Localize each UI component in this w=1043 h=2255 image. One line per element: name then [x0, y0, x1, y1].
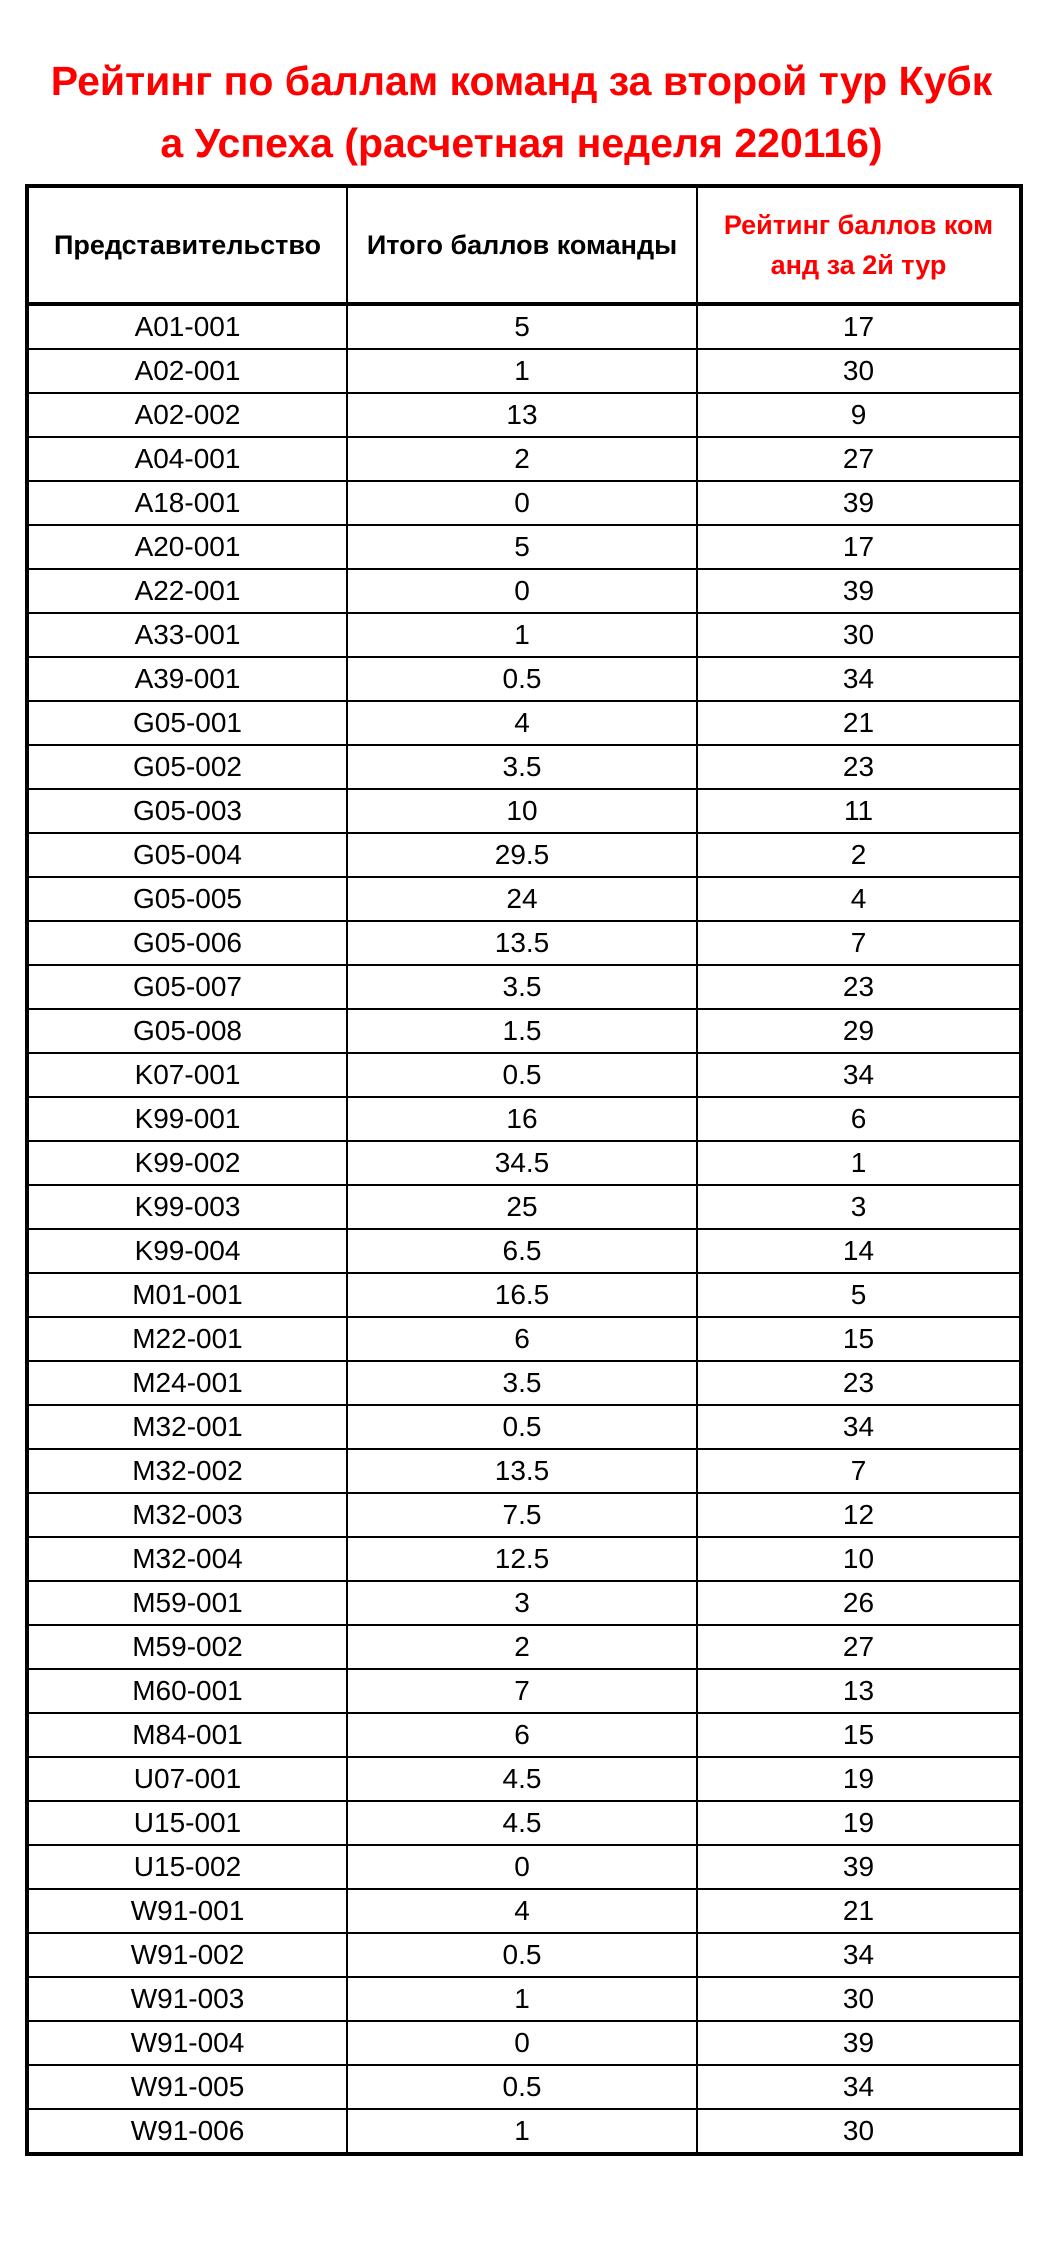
total-points-cell: 13.5 — [347, 921, 697, 965]
page-title-line-2: а Успеха (расчетная неделя 220116) — [160, 120, 883, 166]
rating-cell: 13 — [697, 1669, 1021, 1713]
table-row — [27, 833, 1021, 877]
total-points-cell: 3.5 — [347, 745, 697, 789]
office-cell: K99-002 — [27, 1141, 347, 1185]
office-cell: U07-001 — [27, 1757, 347, 1801]
total-points-cell: 4.5 — [347, 1801, 697, 1845]
office-cell: M24-001 — [27, 1361, 347, 1405]
table-row — [27, 1493, 1021, 1537]
table-row — [27, 349, 1021, 393]
rating-cell: 39 — [697, 2021, 1021, 2065]
table-row — [27, 1537, 1021, 1581]
rating-cell: 21 — [697, 701, 1021, 745]
office-cell: G05-007 — [27, 965, 347, 1009]
total-points-cell: 7 — [347, 1669, 697, 1713]
total-points-cell: 13 — [347, 393, 697, 437]
table-row — [27, 1317, 1021, 1361]
rating-cell: 21 — [697, 1889, 1021, 1933]
rating-cell: 26 — [697, 1581, 1021, 1625]
office-cell: G05-003 — [27, 789, 347, 833]
office-cell: A04-001 — [27, 437, 347, 481]
rating-cell: 34 — [697, 2065, 1021, 2109]
rating-cell: 29 — [697, 1009, 1021, 1053]
office-cell: M32-001 — [27, 1405, 347, 1449]
rating-cell: 23 — [697, 745, 1021, 789]
total-points-cell: 12.5 — [347, 1537, 697, 1581]
header-round-rating — [697, 186, 1021, 304]
table-row — [27, 1889, 1021, 1933]
office-cell: M32-003 — [27, 1493, 347, 1537]
table-row — [27, 1405, 1021, 1449]
table-row — [27, 789, 1021, 833]
header-total-points: Итого баллов команды — [347, 186, 697, 304]
table-row — [27, 877, 1021, 921]
total-points-cell: 4 — [347, 1889, 697, 1933]
table-header — [27, 186, 1021, 304]
total-points-cell: 1 — [347, 349, 697, 393]
rating-cell: 11 — [697, 789, 1021, 833]
office-cell: W91-004 — [27, 2021, 347, 2065]
office-cell: K99-003 — [27, 1185, 347, 1229]
total-points-cell: 0 — [347, 569, 697, 613]
table-row — [27, 1053, 1021, 1097]
rating-cell: 7 — [697, 921, 1021, 965]
office-cell: W91-002 — [27, 1933, 347, 1977]
table-row — [27, 2109, 1021, 2154]
total-points-cell: 3.5 — [347, 1361, 697, 1405]
table-row — [27, 1801, 1021, 1845]
total-points-cell: 0.5 — [347, 657, 697, 701]
rating-cell: 17 — [697, 304, 1021, 349]
table-row — [27, 1845, 1021, 1889]
total-points-cell: 10 — [347, 789, 697, 833]
office-cell: M59-002 — [27, 1625, 347, 1669]
total-points-cell: 1 — [347, 1977, 697, 2021]
total-points-cell: 16.5 — [347, 1273, 697, 1317]
rating-cell: 30 — [697, 2109, 1021, 2154]
total-points-cell: 6 — [347, 1317, 697, 1361]
table-row — [27, 569, 1021, 613]
rating-cell: 10 — [697, 1537, 1021, 1581]
office-cell: M32-004 — [27, 1537, 347, 1581]
office-cell: A02-001 — [27, 349, 347, 393]
office-cell: A33-001 — [27, 613, 347, 657]
table-row — [27, 1229, 1021, 1273]
rating-cell: 15 — [697, 1713, 1021, 1757]
header-round-rating-line-1: Рейтинг баллов ком — [723, 210, 994, 240]
total-points-cell: 0 — [347, 2021, 697, 2065]
rating-cell: 34 — [697, 1405, 1021, 1449]
rating-cell: 27 — [697, 437, 1021, 481]
total-points-cell: 3 — [347, 1581, 697, 1625]
rating-cell: 39 — [697, 569, 1021, 613]
office-cell: M60-001 — [27, 1669, 347, 1713]
table-row — [27, 1097, 1021, 1141]
rating-cell: 39 — [697, 1845, 1021, 1889]
rating-cell: 30 — [697, 349, 1021, 393]
table-row — [27, 965, 1021, 1009]
office-cell: G05-005 — [27, 877, 347, 921]
table-row — [27, 657, 1021, 701]
table-row — [27, 2065, 1021, 2109]
table-row — [27, 437, 1021, 481]
total-points-cell: 1.5 — [347, 1009, 697, 1053]
office-cell: U15-001 — [27, 1801, 347, 1845]
total-points-cell: 0.5 — [347, 1933, 697, 1977]
table-row — [27, 1977, 1021, 2021]
rating-cell: 19 — [697, 1801, 1021, 1845]
total-points-cell: 6.5 — [347, 1229, 697, 1273]
office-cell: A02-002 — [27, 393, 347, 437]
office-cell: G05-001 — [27, 701, 347, 745]
rating-cell: 2 — [697, 833, 1021, 877]
table-row — [27, 613, 1021, 657]
table-row — [27, 1185, 1021, 1229]
header-office: Представительство — [27, 186, 347, 304]
rating-cell: 4 — [697, 877, 1021, 921]
total-points-cell: 29.5 — [347, 833, 697, 877]
total-points-cell: 25 — [347, 1185, 697, 1229]
office-cell: M59-001 — [27, 1581, 347, 1625]
total-points-cell: 2 — [347, 437, 697, 481]
total-points-cell: 34.5 — [347, 1141, 697, 1185]
office-cell: M22-001 — [27, 1317, 347, 1361]
rating-cell: 19 — [697, 1757, 1021, 1801]
office-cell: M84-001 — [27, 1713, 347, 1757]
table-row — [27, 1141, 1021, 1185]
total-points-cell: 4 — [347, 701, 697, 745]
table-row — [27, 1757, 1021, 1801]
rating-cell: 3 — [697, 1185, 1021, 1229]
page-title-line-1: Рейтинг по баллам команд за второй тур Кубк — [50, 58, 993, 104]
page-title — [20, 50, 1023, 174]
total-points-cell: 16 — [347, 1097, 697, 1141]
office-cell: G05-004 — [27, 833, 347, 877]
table-row — [27, 1581, 1021, 1625]
total-points-cell: 0.5 — [347, 1405, 697, 1449]
table-row — [27, 481, 1021, 525]
rating-cell: 23 — [697, 965, 1021, 1009]
total-points-cell: 0.5 — [347, 1053, 697, 1097]
rating-cell: 34 — [697, 1933, 1021, 1977]
table-row — [27, 1009, 1021, 1053]
table-body — [27, 304, 1021, 2154]
total-points-cell: 1 — [347, 613, 697, 657]
office-cell: W91-006 — [27, 2109, 347, 2154]
total-points-cell: 0.5 — [347, 2065, 697, 2109]
total-points-cell: 3.5 — [347, 965, 697, 1009]
rating-cell: 27 — [697, 1625, 1021, 1669]
office-cell: A39-001 — [27, 657, 347, 701]
rating-cell: 9 — [697, 393, 1021, 437]
table-row — [27, 2021, 1021, 2065]
rating-cell: 34 — [697, 657, 1021, 701]
rating-cell: 30 — [697, 1977, 1021, 2021]
total-points-cell: 1 — [347, 2109, 697, 2154]
rating-cell: 39 — [697, 481, 1021, 525]
rating-cell: 6 — [697, 1097, 1021, 1141]
table-row — [27, 1669, 1021, 1713]
table-row — [27, 1361, 1021, 1405]
table-row — [27, 525, 1021, 569]
rating-cell: 15 — [697, 1317, 1021, 1361]
total-points-cell: 7.5 — [347, 1493, 697, 1537]
office-cell: A22-001 — [27, 569, 347, 613]
table-row — [27, 304, 1021, 349]
total-points-cell: 2 — [347, 1625, 697, 1669]
office-cell: W91-001 — [27, 1889, 347, 1933]
office-cell: W91-005 — [27, 2065, 347, 2109]
table-row — [27, 745, 1021, 789]
total-points-cell: 0 — [347, 481, 697, 525]
total-points-cell: 13.5 — [347, 1449, 697, 1493]
table-row — [27, 1273, 1021, 1317]
office-cell: G05-008 — [27, 1009, 347, 1053]
rating-cell: 34 — [697, 1053, 1021, 1097]
header-row — [27, 186, 1021, 304]
rating-cell: 30 — [697, 613, 1021, 657]
header-round-rating-line-2: анд за 2й тур — [770, 250, 947, 280]
table-row — [27, 393, 1021, 437]
rating-cell: 7 — [697, 1449, 1021, 1493]
rating-cell: 1 — [697, 1141, 1021, 1185]
office-cell: K99-001 — [27, 1097, 347, 1141]
total-points-cell: 0 — [347, 1845, 697, 1889]
rating-table — [25, 184, 1023, 2156]
rating-cell: 5 — [697, 1273, 1021, 1317]
table-row — [27, 921, 1021, 965]
total-points-cell: 24 — [347, 877, 697, 921]
rating-cell: 12 — [697, 1493, 1021, 1537]
office-cell: A18-001 — [27, 481, 347, 525]
total-points-cell: 5 — [347, 525, 697, 569]
total-points-cell: 4.5 — [347, 1757, 697, 1801]
total-points-cell: 6 — [347, 1713, 697, 1757]
table-row — [27, 1449, 1021, 1493]
office-cell: M01-001 — [27, 1273, 347, 1317]
office-cell: G05-002 — [27, 745, 347, 789]
office-cell: G05-006 — [27, 921, 347, 965]
total-points-cell: 5 — [347, 304, 697, 349]
office-cell: U15-002 — [27, 1845, 347, 1889]
rating-cell: 14 — [697, 1229, 1021, 1273]
table-row — [27, 1625, 1021, 1669]
office-cell: M32-002 — [27, 1449, 347, 1493]
office-cell: K99-004 — [27, 1229, 347, 1273]
table-row — [27, 1933, 1021, 1977]
rating-cell: 17 — [697, 525, 1021, 569]
table-row — [27, 1713, 1021, 1757]
rating-cell: 23 — [697, 1361, 1021, 1405]
office-cell: A01-001 — [27, 304, 347, 349]
table-row — [27, 701, 1021, 745]
office-cell: K07-001 — [27, 1053, 347, 1097]
office-cell: A20-001 — [27, 525, 347, 569]
office-cell: W91-003 — [27, 1977, 347, 2021]
